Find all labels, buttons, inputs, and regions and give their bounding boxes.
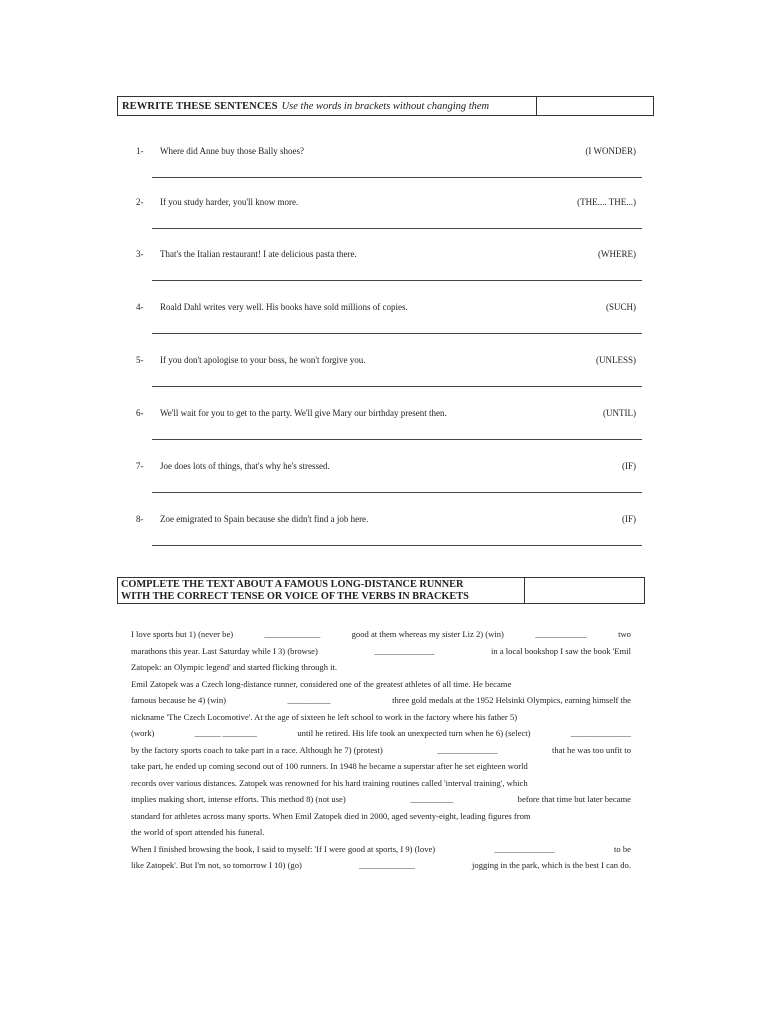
passage-line	[131, 808, 631, 825]
passage-text-segment: like Zatopek'. But I'm not, so tomorrow I 10) (go)	[131, 860, 302, 870]
passage-line	[131, 676, 631, 693]
item-hint: (IF)	[622, 461, 636, 471]
answer-blank[interactable]: ______________	[374, 645, 435, 656]
answer-blank[interactable]: ____________	[535, 629, 587, 639]
item-hint: (THE.... THE...)	[577, 197, 636, 207]
passage-text-segment: Emil Zatopek was a Czech long-distance runner, considered one of the greatest athletes of all time. He became	[131, 678, 512, 689]
exercise-item	[136, 514, 646, 550]
item-number: 4-	[136, 302, 144, 312]
item-sentence: Zoe emigrated to Spain because she didn't find a job here.	[160, 514, 369, 524]
item-sentence: That's the Italian restaurant! I ate delicious pasta there.	[160, 249, 357, 259]
passage-text	[131, 626, 631, 874]
passage-line	[131, 841, 631, 858]
exercise-item	[136, 355, 646, 391]
item-sentence: If you study harder, you'll know more.	[160, 197, 299, 207]
exercise-item	[136, 249, 646, 285]
passage-text-segment: I love sports but 1) (never be)	[131, 629, 234, 639]
passage-text-segment: records over various distances. Zatopek was renowned for his hard training routines called 'interval training', which	[131, 777, 528, 788]
answer-line[interactable]	[152, 386, 642, 387]
item-number: 5-	[136, 355, 144, 365]
answer-blank[interactable]: __________	[287, 695, 331, 705]
passage-text-segment: take part, he ended up coming second out of 100 runners. In 1948 he became a superstar after he set eighteen world	[131, 761, 528, 771]
section1-header	[117, 96, 654, 116]
passage-text-segment: famous because he 4) (win)	[131, 695, 226, 705]
passage-text-segment: marathons this year. Last Saturday while I 3) (browse)	[131, 645, 318, 656]
passage-text-segment: to be	[614, 843, 631, 854]
item-sentence: Where did Anne buy those Bally shoes?	[160, 146, 304, 156]
answer-blank[interactable]: ______________	[437, 744, 498, 755]
passage-line	[131, 775, 631, 792]
item-number: 1-	[136, 146, 144, 156]
item-hint: (UNLESS)	[596, 355, 636, 365]
answer-blank[interactable]: _____________	[264, 629, 321, 639]
item-hint: (IF)	[622, 514, 636, 524]
answer-line[interactable]	[152, 545, 642, 546]
item-sentence: Roald Dahl writes very well. His books have sold millions of copies.	[160, 302, 408, 312]
passage-line	[131, 857, 631, 874]
answer-blank[interactable]: __________	[410, 794, 454, 804]
passage-text-segment: that he was too unfit to	[551, 744, 631, 755]
answer-blank[interactable]: ______________	[570, 728, 631, 738]
passage-text-segment: standard for athletes across many sports. When Emil Zatopek died in 2000, aged seventy-eight, leading figures from	[131, 810, 531, 821]
passage-text-segment: before that time but later became	[517, 794, 631, 804]
answer-line[interactable]	[152, 439, 642, 440]
item-hint: (WHERE)	[598, 249, 636, 259]
passage-text-segment: When I finished browsing the book, I said to myself: 'If I were good at sports, I 9) (love)	[131, 843, 436, 854]
item-number: 7-	[136, 461, 144, 471]
section2-header	[117, 577, 645, 604]
answer-line[interactable]	[152, 333, 642, 334]
section2-title-line1: COMPLETE THE TEXT ABOUT A FAMOUS LONG-DISTANCE RUNNER	[121, 579, 464, 590]
passage-text-segment: in a local bookshop I saw the book 'Emil	[491, 645, 631, 656]
item-number: 6-	[136, 408, 144, 418]
passage-line	[131, 709, 631, 726]
item-number: 8-	[136, 514, 144, 524]
answer-line[interactable]	[152, 280, 642, 281]
passage-text-segment: implies making short, intense efforts. This method 8) (not use)	[131, 794, 346, 804]
passage-text-segment: Zatopek: an Olympic legend' and started flicking through it.	[131, 662, 338, 672]
passage-text-segment: (work)	[131, 728, 155, 738]
passage-line	[131, 824, 631, 841]
section1-title	[118, 97, 537, 115]
passage-line	[131, 758, 631, 775]
passage-text-segment: three gold medals at the 1952 Helsinki Olympics, earning himself the	[392, 695, 631, 705]
section2-title-line2: WITH THE CORRECT TENSE OR VOICE OF THE VERBS IN BRACKETS	[121, 591, 469, 602]
exercise-item	[136, 461, 646, 497]
section1-title-bold: REWRITE THESE SENTENCES	[122, 100, 278, 112]
passage-text-segment: until he retired. His life took an unexpected turn when he 6) (select)	[297, 728, 531, 738]
item-number: 3-	[136, 249, 144, 259]
item-sentence: Joe does lots of things, that's why he's stressed.	[160, 461, 330, 471]
item-hint: (UNTIL)	[603, 408, 636, 418]
answer-line[interactable]	[152, 492, 642, 493]
passage-line	[131, 791, 631, 808]
section1-title-italic: Use the words in brackets without changing them	[281, 100, 490, 112]
passage-text-segment: by the factory sports coach to take part in a race. Although he 7) (protest)	[131, 744, 383, 755]
answer-blank[interactable]: _____________	[359, 860, 415, 870]
passage-line	[131, 692, 631, 709]
item-sentence: If you don't apologise to your boss, he won't forgive you.	[160, 355, 366, 365]
answer-blank[interactable]: ______________	[494, 843, 555, 854]
passage-text-segment: good at them whereas my sister Liz 2) (win)	[351, 629, 504, 639]
section2-title	[118, 578, 525, 603]
passage-line	[131, 659, 631, 676]
passage-text-segment: nickname 'The Czech Locomotive'. At the age of sixteen he left school to work in the factory where his father 5)	[131, 711, 518, 722]
passage-line	[131, 643, 631, 660]
answer-line[interactable]	[152, 177, 642, 178]
exercise-item	[136, 302, 646, 338]
item-hint: (SUCH)	[605, 302, 636, 312]
passage-line	[131, 725, 631, 742]
passage-line	[131, 626, 631, 643]
passage-text-segment: two	[618, 629, 631, 639]
answer-blank[interactable]: ______ ________	[194, 728, 258, 738]
passage-line	[131, 742, 631, 759]
exercise-item	[136, 408, 646, 444]
exercise-item	[136, 197, 646, 233]
answer-line[interactable]	[152, 228, 642, 229]
item-hint: (I WONDER)	[585, 146, 636, 156]
exercise-item	[136, 146, 646, 182]
passage-text-segment: the world of sport attended his funeral.	[131, 827, 265, 837]
passage-text-segment: jogging in the park, which is the best I can do.	[472, 860, 631, 870]
item-number: 2-	[136, 197, 144, 207]
item-sentence: We'll wait for you to get to the party. We'll give Mary our birthday present then.	[160, 408, 447, 418]
